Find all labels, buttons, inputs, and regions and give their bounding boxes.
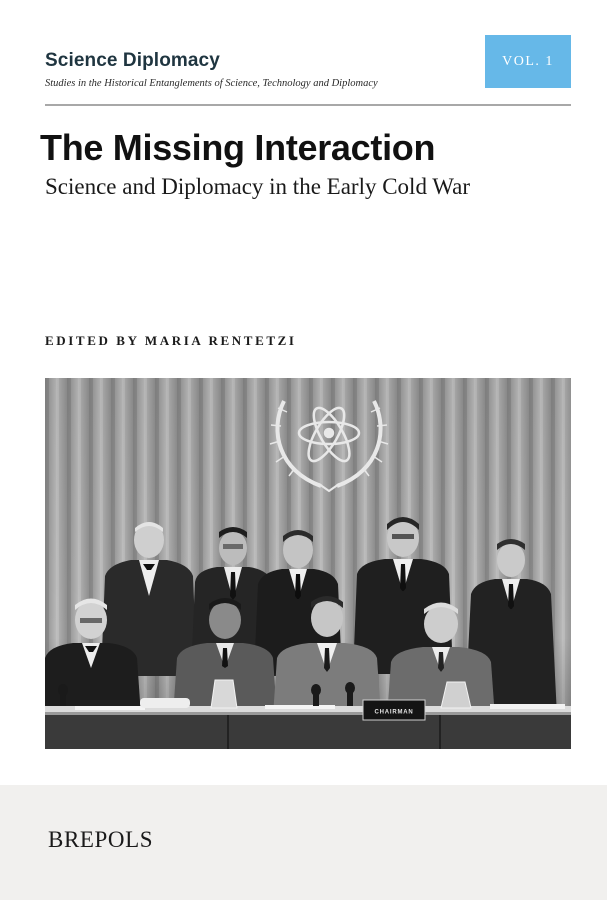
series-subtitle: Studies in the Historical Entanglements of Science, Technology and Diplomacy	[45, 78, 378, 89]
volume-badge	[485, 35, 571, 88]
chairman-placard	[363, 700, 425, 720]
book-subtitle: Science and Diplomacy in the Early Cold War	[45, 174, 471, 199]
publisher-name: BREPOLS	[48, 827, 154, 852]
placard-text: CHAIRMAN	[374, 709, 414, 716]
book-title: The Missing Interaction	[40, 127, 436, 168]
cover-photograph	[45, 378, 571, 749]
divider-rule	[45, 104, 571, 106]
volume-label: VOL. 1	[502, 53, 554, 69]
series-name: Science Diplomacy	[45, 50, 220, 71]
editor-credit: EDITED BY MARIA RENTETZI	[45, 333, 297, 348]
